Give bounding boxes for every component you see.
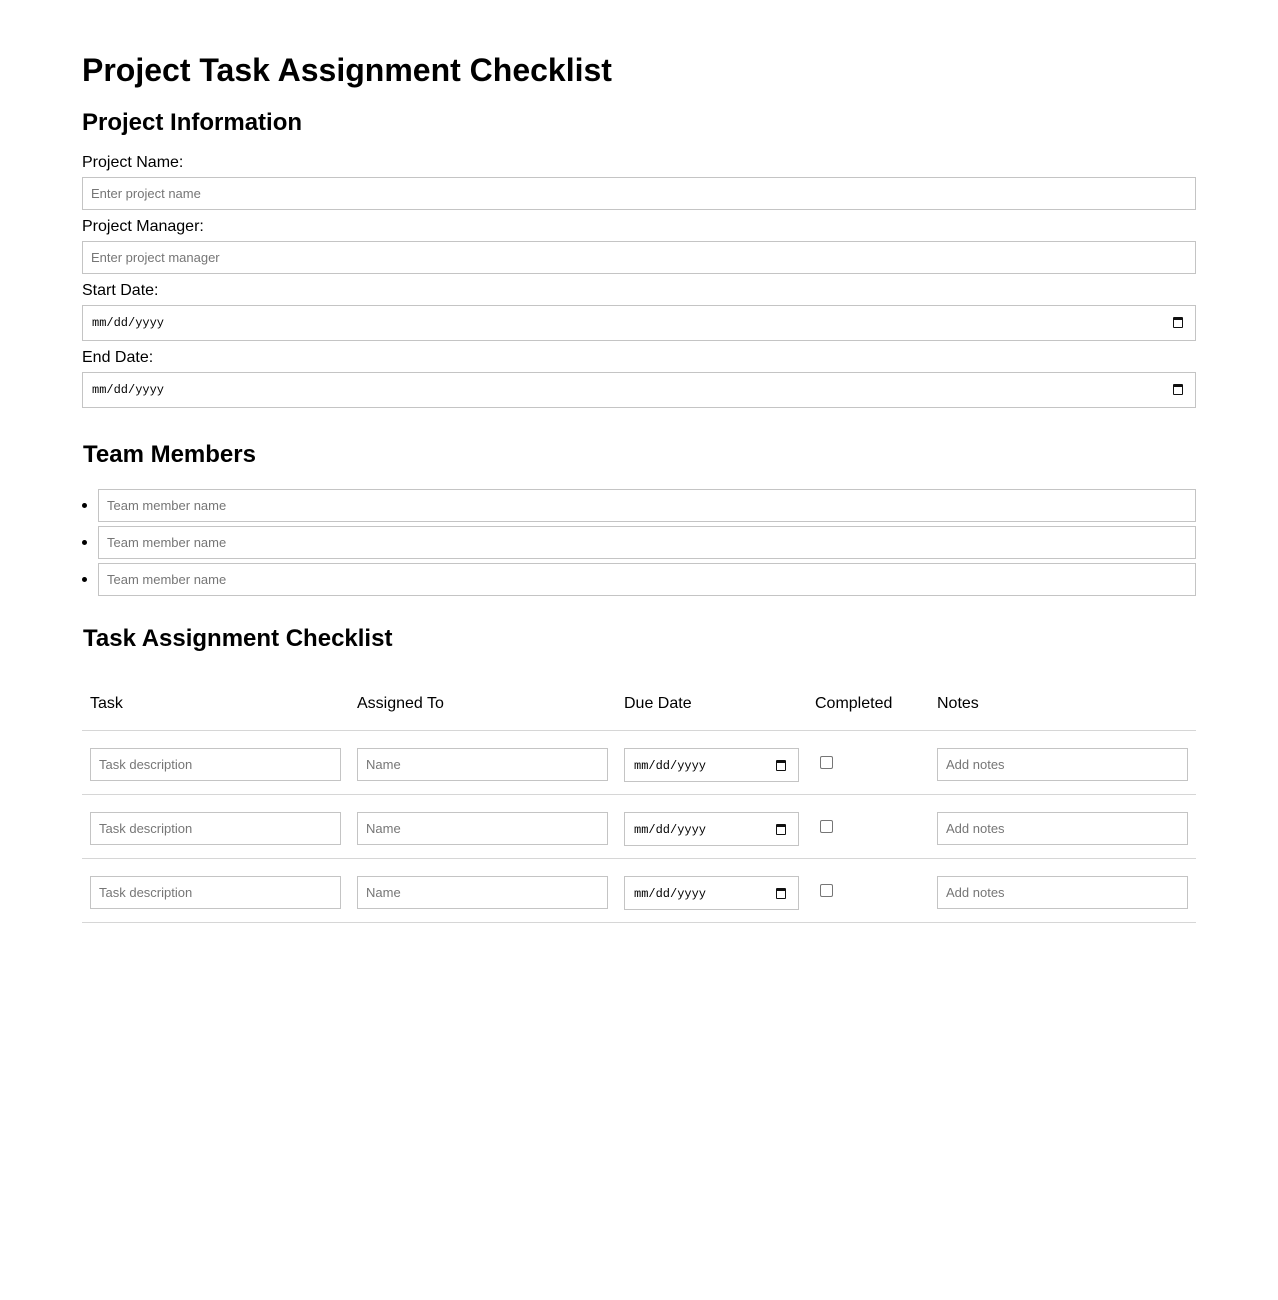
end-date-input[interactable] <box>82 372 1196 408</box>
task-description-input[interactable] <box>90 812 341 845</box>
start-date-input[interactable] <box>82 305 1196 341</box>
calendar-icon[interactable] <box>1173 384 1183 395</box>
start-date-value: mm/dd/yyyy <box>92 316 165 330</box>
column-header-assigned-to: Assigned To <box>357 695 444 712</box>
calendar-icon[interactable] <box>776 888 786 899</box>
end-date-label: End Date: <box>82 349 154 366</box>
project-name-input[interactable] <box>82 177 1196 210</box>
task-description-input[interactable] <box>90 876 341 909</box>
column-header-notes: Notes <box>937 695 979 712</box>
project-info-heading: Project Information <box>82 109 303 136</box>
completed-checkbox[interactable] <box>820 756 833 769</box>
table-header <box>82 685 1196 731</box>
due-date-value: mm/dd/yyyy <box>634 759 707 773</box>
start-date-label: Start Date: <box>82 282 159 299</box>
notes-input[interactable] <box>937 748 1188 781</box>
column-header-due-date: Due Date <box>624 695 692 712</box>
project-name-label: Project Name: <box>82 154 184 171</box>
team-members-list <box>82 489 1196 596</box>
task-description-input[interactable] <box>90 748 341 781</box>
assigned-to-input[interactable] <box>357 876 608 909</box>
due-date-input[interactable] <box>624 748 799 782</box>
completed-checkbox[interactable] <box>820 884 833 897</box>
table-row <box>82 859 1196 923</box>
due-date-value: mm/dd/yyyy <box>634 823 707 837</box>
column-header-completed: Completed <box>815 695 893 712</box>
notes-input[interactable] <box>937 812 1188 845</box>
task-table <box>82 685 1196 923</box>
bullet-icon <box>82 503 87 508</box>
table-row <box>82 795 1196 859</box>
table-row <box>82 731 1196 795</box>
column-header-task: Task <box>90 695 123 712</box>
team-member-input[interactable] <box>98 526 1196 559</box>
list-item <box>82 526 1196 559</box>
list-item <box>82 489 1196 522</box>
bullet-icon <box>82 577 87 582</box>
page-title: Project Task Assignment Checklist <box>82 52 612 88</box>
completed-checkbox[interactable] <box>820 820 833 833</box>
team-member-input[interactable] <box>98 563 1196 596</box>
task-checklist-heading: Task Assignment Checklist <box>83 625 393 652</box>
assigned-to-input[interactable] <box>357 812 608 845</box>
list-item <box>82 563 1196 596</box>
end-date-value: mm/dd/yyyy <box>92 383 165 397</box>
due-date-input[interactable] <box>624 876 799 910</box>
assigned-to-input[interactable] <box>357 748 608 781</box>
team-member-input[interactable] <box>98 489 1196 522</box>
calendar-icon[interactable] <box>1173 317 1183 328</box>
calendar-icon[interactable] <box>776 760 786 771</box>
project-manager-input[interactable] <box>82 241 1196 274</box>
notes-input[interactable] <box>937 876 1188 909</box>
project-manager-label: Project Manager: <box>82 218 204 235</box>
due-date-input[interactable] <box>624 812 799 846</box>
team-members-heading: Team Members <box>83 441 256 468</box>
calendar-icon[interactable] <box>776 824 786 835</box>
bullet-icon <box>82 540 87 545</box>
due-date-value: mm/dd/yyyy <box>634 887 707 901</box>
page <box>82 0 1196 923</box>
